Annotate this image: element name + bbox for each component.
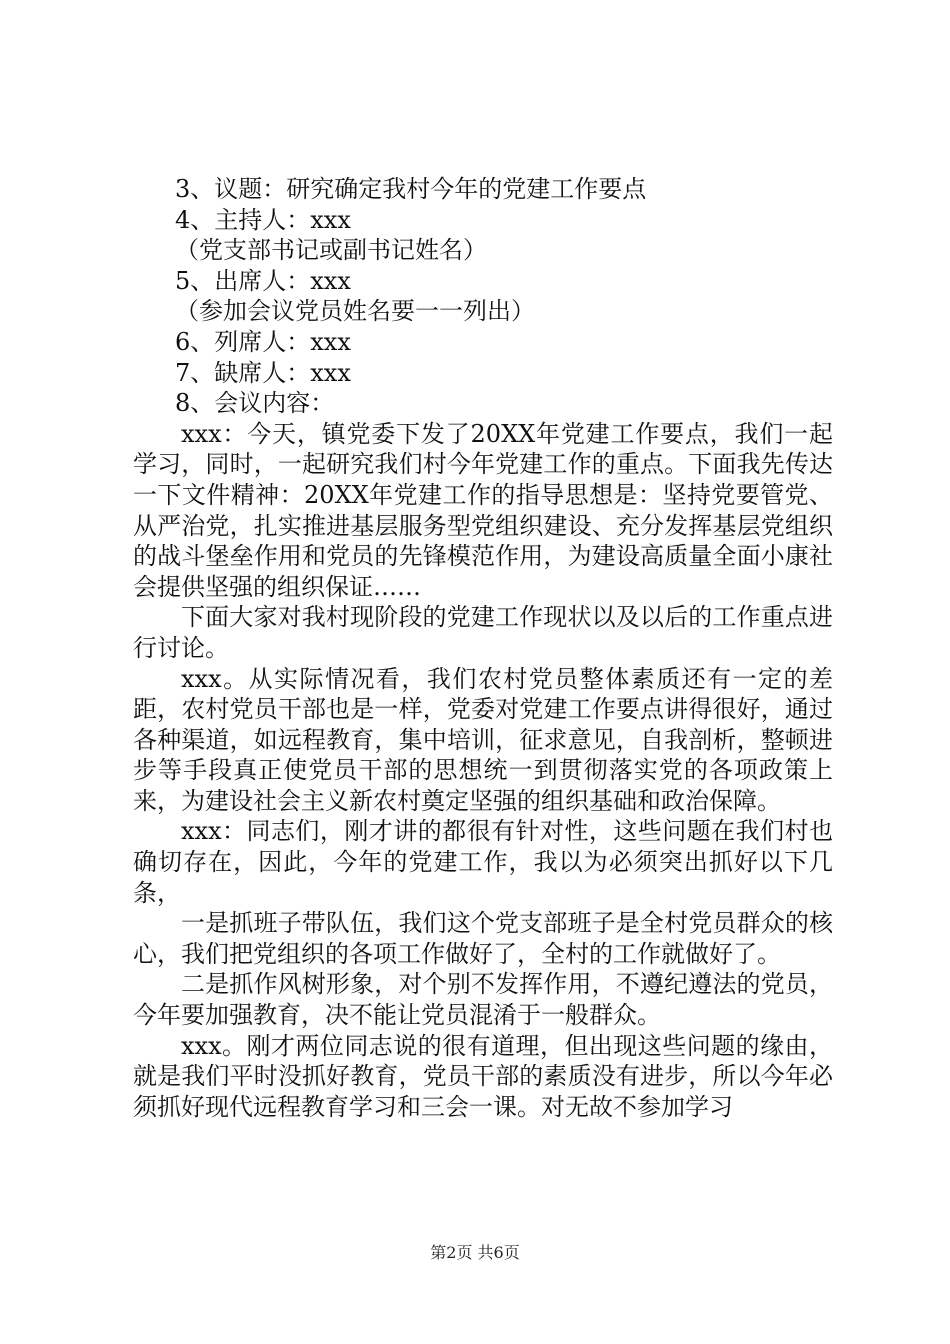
attendees-note-line: （参加会议党员姓名要一一列出） (175, 297, 535, 326)
agenda-topic-line: 3、议题：研究确定我村今年的党建工作要点 (175, 175, 647, 203)
paragraph: xxx。刚才两位同志说的很有道理，但出现这些问题的缘由，就是我们平时没抓好教育，党员干部的素质没有进步，所以今年必须抓好现代远程教育学习和三会一课。对无故不参加学习 (133, 1031, 833, 1121)
observers-line: 6、列席人：xxx (175, 327, 351, 356)
attendees-line: 5、出席人：xxx (175, 266, 351, 295)
document-body (133, 174, 833, 1122)
meeting-content-heading: 8、会议内容： (175, 389, 335, 418)
paragraph: xxx。从实际情况看，我们农村党员整体素质还有一定的差距，农村党员干部也是一样，党委对党建工作要点讲得很好，通过各种渠道，如远程教育，集中培训，征求意见，自我剖析，整顿进步等手段真正使党员干部的思想统一到贯彻落实党的各项政策上来，为建设社会主义新农村奠定坚强的组织基础和政治保障。 (133, 664, 833, 815)
paragraph: xxx：同志们，刚才讲的都很有针对性，这些问题在我们村也确切存在，因此，今年的党建工作，我以为必须突出抓好以下几条， (133, 817, 833, 907)
paragraph: 二是抓作风树形象，对个别不发挥作用，不遵纪遵法的党员，今年要加强教育，决不能让党员混淆于一般群众。 (133, 970, 833, 1030)
host-line: 4、主持人：xxx (175, 205, 351, 234)
page-number-footer: 第2页 共6页 (430, 1243, 520, 1262)
host-note-line: （党支部书记或副书记姓名） (175, 236, 487, 265)
absentees-line: 7、缺席人：xxx (175, 358, 351, 387)
paragraph: 下面大家对我村现阶段的党建工作现状以及以后的工作重点进行讨论。 (133, 603, 833, 662)
paragraph: 一是抓班子带队伍，我们这个党支部班子是全村党员群众的核心，我们把党组织的各项工作做好了，全村的工作就做好了。 (133, 909, 833, 968)
paragraph: xxx：今天，镇党委下发了20XX年党建工作要点，我们一起学习，同时，一起研究我们村今年党建工作的重点。下面我先传达一下文件精神：20XX年党建工作的指导思想是：坚持党要管党、从严治党，扎实推进基层服务型党组织建设、充分发挥基层党组织的战斗堡垒作用和党员的先锋模范作用，为建设高质量全面小康社会提供坚强的组织保证…… (133, 419, 833, 601)
